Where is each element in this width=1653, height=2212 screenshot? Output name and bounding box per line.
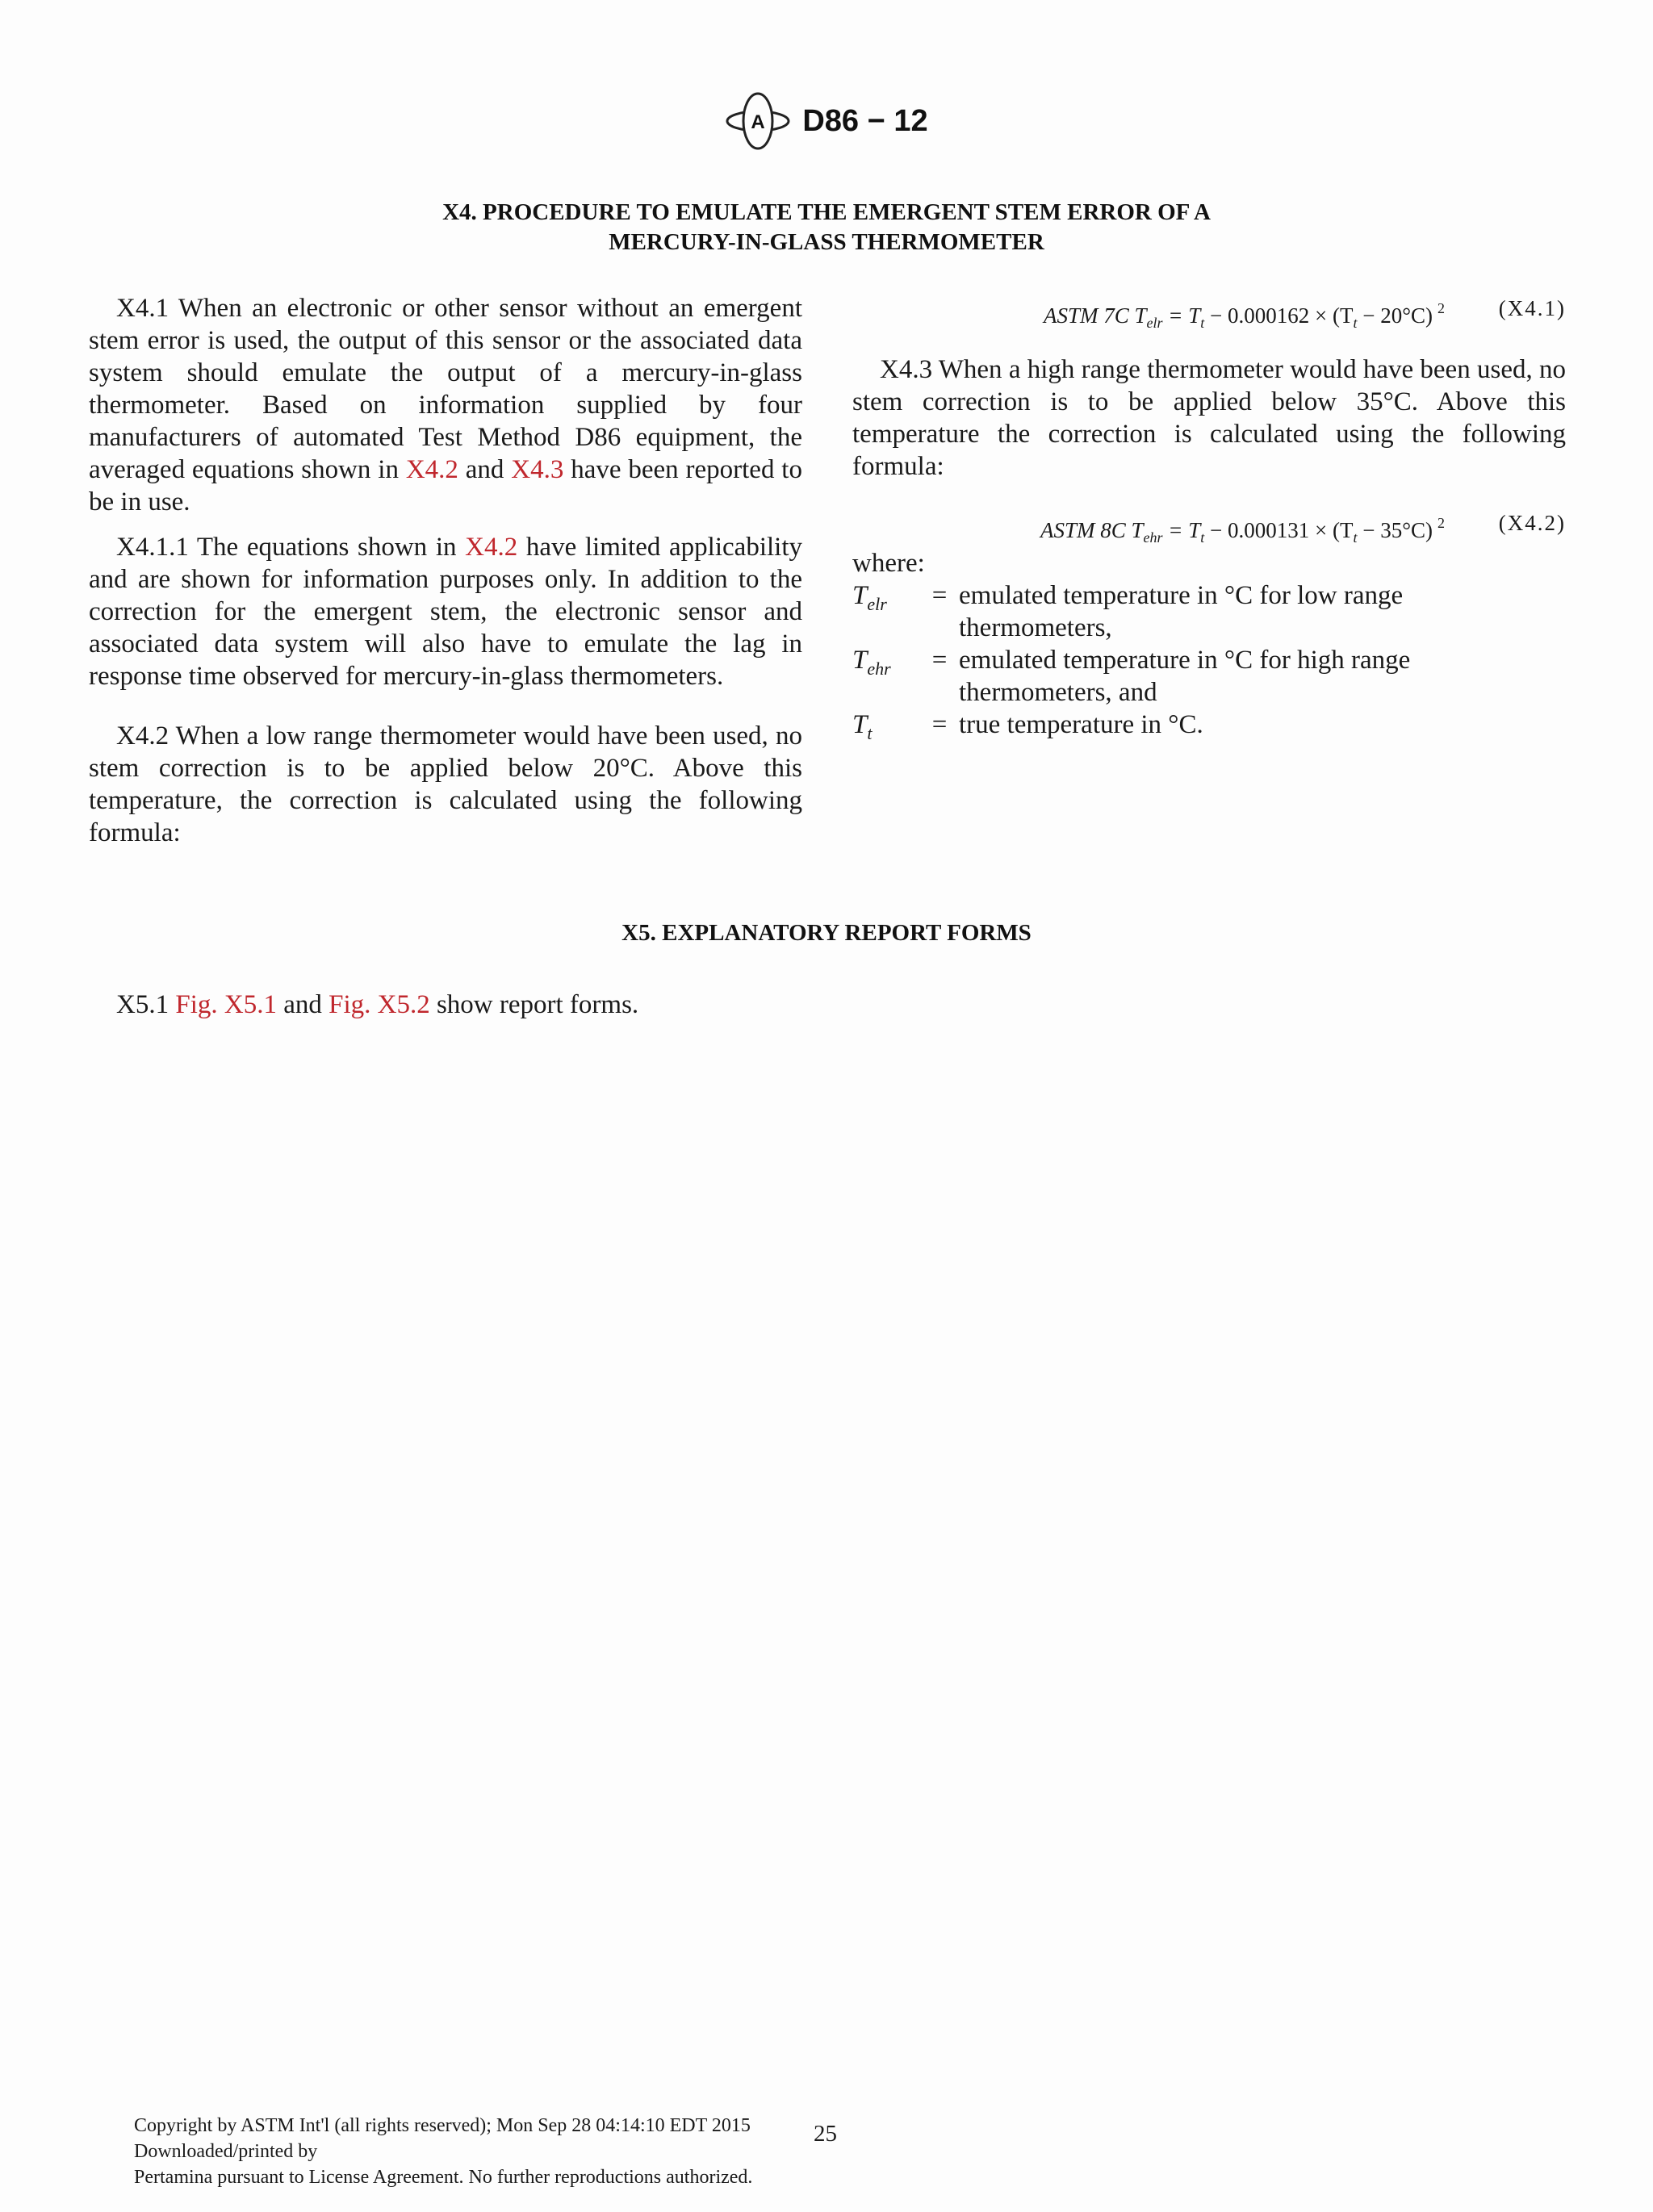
paragraph-x4-1-1: X4.1.1 The equations shown in X4.2 have limited applicability and are shown for information purposes only. In addition to the correction for the emergent stem, the electronic sensor and associated data system will also have to emulate the lag in response time observed for mercury-in-glass thermometers. <box>89 533 802 691</box>
x5-section-title: X5. EXPLANATORY REPORT FORMS <box>621 920 1032 946</box>
svg-text:A: A <box>751 111 766 133</box>
link-x4-3[interactable]: X4.3 <box>511 455 564 484</box>
definition-row: $T_t$ = true temperature in °C. <box>852 710 1203 743</box>
document-id: D86 − 12 <box>802 103 928 138</box>
x4-title-line2: MERCURY-IN-GLASS THERMOMETER <box>609 229 1044 255</box>
paragraph-x4-1: X4.1 When an electronic or other sensor without an emergent stem error is used, the output of this sensor or the associated data system should emulate the output of a mercury-in-glass thermometer. Based on information supplied by four manufacturers of automated Test Method D86 equipment, the averaged equations shown in X4.2 and X4.3 have been reported to be in use. <box>89 294 802 516</box>
definition-row: $T_{ehr}$ = emulated temperature in °C for high range thermometers, and <box>852 646 1411 707</box>
equation-x4-2: ASTM 8C $T_{ehr} = T_t - 0.000131 \times (T_t - 35^\circ C)$ $^2$ (X4.2) <box>852 507 1566 539</box>
paragraph-x5-1: X5.1 Fig. X5.1 and Fig. X5.2 show report forms. <box>116 990 639 1019</box>
paragraph-x4-3: X4.3 When a high range thermometer would have been used, no stem correction is to be applied below 35°C. Above this temperature the correction is calculated using the following formula: <box>852 355 1566 481</box>
link-fig-x5-2[interactable]: Fig. X5.2 <box>329 990 430 1019</box>
footer-line1: Copyright by ASTM Int'l (all rights reserved); Mon Sep 28 04:14:10 EDT 2015 <box>134 2115 751 2136</box>
link-fig-x5-1[interactable]: Fig. X5.1 <box>175 990 277 1019</box>
equation-number-x4-2: (X4.2) <box>1498 511 1566 535</box>
link-x4-2-b[interactable]: X4.2 <box>465 533 518 562</box>
x4-title-line1: X4. PROCEDURE TO EMULATE THE EMERGENT STEM ERROR OF A <box>442 199 1211 225</box>
page-number: 25 <box>814 2121 837 2147</box>
equation-number-x4-1: (X4.1) <box>1498 296 1566 320</box>
variable-definitions <box>852 579 1566 750</box>
x4-section-title <box>0 198 1653 257</box>
astm-logo-icon <box>725 90 791 152</box>
left-column <box>89 292 802 849</box>
link-x4-2[interactable]: X4.2 <box>405 455 458 484</box>
footer-line3: Pertamina pursuant to License Agreement. No further reproductions authorized. <box>134 2167 753 2188</box>
copyright-footer <box>134 2113 752 2190</box>
where-label: where: <box>852 549 925 578</box>
page-header <box>0 90 1653 152</box>
definition-row: $T_{elr}$ = emulated temperature in °C for low range thermometers, <box>852 581 1404 642</box>
paragraph-x4-2: X4.2 When a low range thermometer would have been used, no stem correction is to be applied below 20°C. Above this temperature, the correction is calculated using the following formula: <box>89 721 802 847</box>
right-column <box>852 292 1566 750</box>
footer-line2: Downloaded/printed by <box>134 2141 318 2162</box>
equation-x4-1: ASTM 7C $T_{elr} = T_t - 0.000162 \times (T_t - 20^\circ C)$ $^2$ (X4.1) <box>852 292 1566 324</box>
